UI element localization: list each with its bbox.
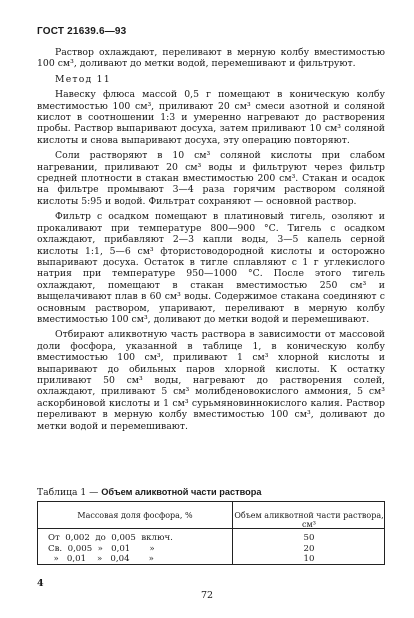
paragraph: Отбирают аликвотную часть раствора в зависимости от массовой доли фосфора, указанной в таблице 1, в коническую колбу вместимостью 100 см³, приливают 1 см³ хлорной кислоты и выпаривают до обильных паров хлорной кислоты. К остатку приливают 50 см³ воды, нагревают до растворения солей, охлаждают, приливают 5 см³ молибденовокислого аммония, 5 см³ аскорбиновой кислоты и 1 см³ сурьмяновиннокислого калия. Раствор переливают в мерную колбу вместимостью 100 см³, доливают до метки водой и перемешивают. <box>37 329 385 432</box>
table-caption-prefix: Таблица 1 — <box>37 487 99 498</box>
page-number: 72 <box>200 590 214 601</box>
aliquot-table <box>37 501 385 565</box>
table-cell-volume: 50 <box>303 533 315 543</box>
table-cell-volume: 20 <box>303 544 315 554</box>
table-cell-range: » 0,01 » 0,04 » <box>48 554 154 564</box>
table-caption-title: Объем аликвотной части раствора <box>101 487 262 497</box>
body-text <box>37 47 385 436</box>
table-row <box>38 554 384 565</box>
table-header-row <box>38 502 384 529</box>
paragraph: Раствор охлаждают, переливают в мерную колбу вместимостью 100 см³, доливают до метки водой, перемешивают и фильтруют. <box>37 47 385 70</box>
table-cell-volume: 10 <box>303 554 315 564</box>
table-header-volume: Объем аликвотной части раствора, см³ <box>234 511 384 529</box>
method-heading: Метод 11 <box>55 73 111 85</box>
table-cell-range: От 0,002 до 0,005 включ. <box>48 533 173 543</box>
table-header-phosphorus: Массовая доля фосфора, % <box>77 511 193 520</box>
section-number: 4 <box>37 578 44 589</box>
table-row <box>38 533 384 544</box>
table-caption <box>37 487 385 498</box>
paragraph: Соли растворяют в 10 см³ соляной кислоты при слабом нагревании, приливают 20 см³ воды и фильтруют через фильтр средней плотности в стакан вместимостью 200 см³. Стакан и осадок на фильтре промывают 3—4 раза горячим раствором соляной кислоты 5:95 и водой. Фильтрат сохраняют — основной раствор. <box>37 150 385 207</box>
standard-header: ГОСТ 21639.6—93 <box>37 26 127 37</box>
paragraph: Фильтр с осадком помещают в платиновый тигель, озоляют и прокаливают при температуре 800—900 °С. Тигель с осадком охлаждают, прибавляют 2—3 капли воды, 3—5 капель серной кислоты 1:1, 5—6 см³ фтористоводородной кислоты и осторожно выпаривают досуха. Остаток в тигле сплавляют с 1 г углекислого натрия при температуре 950—1000 °С. После этого тигель охлаждают, помещают в стакан вместимостью 250 см³ и выщелачивают плав в 60 см³ воды. Содержимое стакана соединяют с основным раствором, упаривают, переливают в мерную колбу вместимостью 100 см³, доливают до метки водой и перемешивают. <box>37 211 385 325</box>
paragraph: Навеску флюса массой 0,5 г помещают в коническую колбу вместимостью 100 см³, приливают 20 см³ смеси азотной и соляной кислот в соотношении 1:3 и умеренно нагревают до растворения пробы. Раствор выпаривают досуха, затем приливают 10 см³ соляной кислоты и снова выпаривают досуха, эту операцию повторяют. <box>37 89 385 146</box>
table-cell-range: Св. 0,005 » 0,01 » <box>48 544 155 554</box>
